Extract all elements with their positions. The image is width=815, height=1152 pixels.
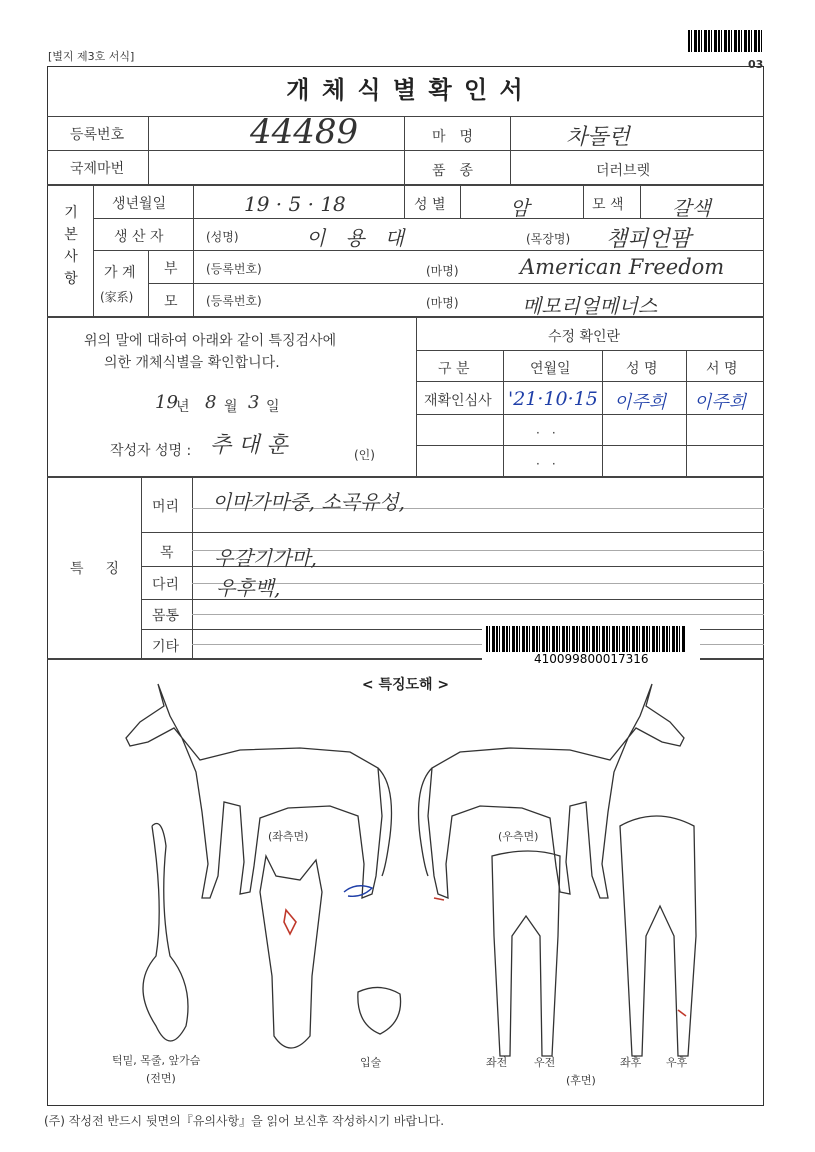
- statement-line1: 위의 말에 대하여 아래와 같이 특징검사에: [84, 333, 337, 349]
- right-side-caption: (우측면): [498, 830, 539, 843]
- neck-value: 우갈기가마,: [214, 546, 317, 570]
- row1-sign: 이주희: [694, 392, 747, 413]
- col-name: 성 명: [626, 361, 658, 377]
- color-label: 모 색: [592, 197, 624, 213]
- father-reg-label: (등록번호): [206, 262, 262, 276]
- front-view-caption: (전면): [146, 1072, 176, 1085]
- right-fore-caption: 우전: [534, 1056, 556, 1069]
- writer-seal: (인): [354, 448, 375, 462]
- legs-value: 우후백,: [216, 576, 281, 600]
- legs-label: 다리: [152, 577, 180, 593]
- head-value: 이마가마중, 소곡유성,: [212, 490, 405, 514]
- body-label: 몸통: [152, 608, 180, 624]
- neck-label: 목: [160, 545, 174, 561]
- intl-no-label: 국제마번: [70, 161, 125, 177]
- barcode-number: 410099800017316: [534, 652, 649, 666]
- date-day-suffix: 일: [266, 399, 280, 415]
- family-sub: (家系): [100, 290, 134, 304]
- head-label: 머리: [152, 499, 180, 515]
- other-label: 기타: [152, 639, 180, 655]
- reg-no-label: 등록번호: [70, 127, 125, 143]
- mother-name-value: 메모리얼메너스: [522, 294, 658, 318]
- father-name-label: (마명): [426, 264, 459, 278]
- producer-name-label: (성명): [206, 230, 239, 244]
- chin-neck-chest-caption: 턱밑, 목줄, 앞가슴: [112, 1054, 201, 1067]
- col-sign: 서 명: [706, 361, 738, 377]
- reg-no-value: 44489: [250, 112, 359, 152]
- color-value: 갈색: [672, 196, 711, 220]
- basic-section-label: 기 본 사 항: [64, 205, 78, 287]
- mother-label: 모: [164, 294, 178, 310]
- dob-value: 19 · 5 · 18: [244, 192, 346, 216]
- date-month: 8: [205, 392, 217, 413]
- sex-label: 성 별: [414, 197, 446, 213]
- left-hind-caption: 좌후: [620, 1056, 642, 1069]
- lips-caption: 입술: [360, 1056, 382, 1069]
- left-fore-caption: 좌전: [486, 1056, 508, 1069]
- sex-value: 암: [510, 196, 530, 220]
- row3-date: · ·: [536, 457, 556, 471]
- diagram-title: < 특징도해 >: [361, 677, 450, 693]
- farm-label: (목장명): [526, 232, 571, 246]
- row1-date: '21·10·15: [508, 388, 598, 410]
- producer-name-value: 이 용 대: [306, 226, 404, 250]
- horse-name-label: 마 명: [432, 129, 474, 145]
- mother-name-label: (마명): [426, 296, 459, 310]
- features-label: 특 징: [70, 561, 124, 577]
- row2-date: · ·: [536, 426, 556, 440]
- breed-value: 더러브렛: [596, 163, 651, 179]
- father-label: 부: [164, 261, 178, 277]
- date-day: 3: [248, 392, 260, 413]
- farm-value: 챔피언팜: [606, 227, 692, 252]
- writer-label: 작성자 성명 :: [110, 443, 192, 459]
- mother-reg-label: (등록번호): [206, 294, 262, 308]
- row1-kind: 재확인심사: [424, 393, 492, 409]
- right-hind-caption: 우후: [666, 1056, 688, 1069]
- date-year: 19: [155, 392, 178, 413]
- dob-label: 생년월일: [112, 196, 167, 212]
- date-year-suffix: 년: [176, 399, 190, 415]
- breed-label: 품 종: [432, 163, 474, 179]
- page-number: 03: [748, 58, 764, 71]
- top-barcode: [688, 30, 764, 52]
- col-kind: 구 분: [438, 361, 470, 377]
- father-name-value: American Freedom: [520, 255, 725, 279]
- left-side-caption: (좌측면): [268, 830, 309, 843]
- statement-line2: 의한 개체식별을 확인합니다.: [104, 355, 280, 371]
- producer-label: 생 산 자: [114, 229, 164, 245]
- rear-view-caption: (후면): [566, 1074, 596, 1087]
- document-title: 개 체 식 별 확 인 서: [286, 76, 525, 104]
- family-label: 가 계: [104, 265, 136, 281]
- form-tag: [별지 제3호 서식]: [48, 50, 135, 63]
- col-date: 연월일: [530, 361, 571, 377]
- date-month-suffix: 월: [224, 399, 238, 415]
- horse-diagram: [100, 676, 720, 1086]
- horse-name-value: 차돌런: [566, 125, 630, 150]
- row1-name: 이주희: [614, 392, 667, 413]
- writer-value: 추 대 훈: [210, 433, 288, 458]
- sticker-barcode: [482, 624, 700, 668]
- revision-title: 수정 확인란: [548, 329, 621, 345]
- footer-note: (주) 작성전 반드시 뒷면의『유의사항』을 읽어 보신후 작성하시기 바랍니다.: [44, 1114, 445, 1128]
